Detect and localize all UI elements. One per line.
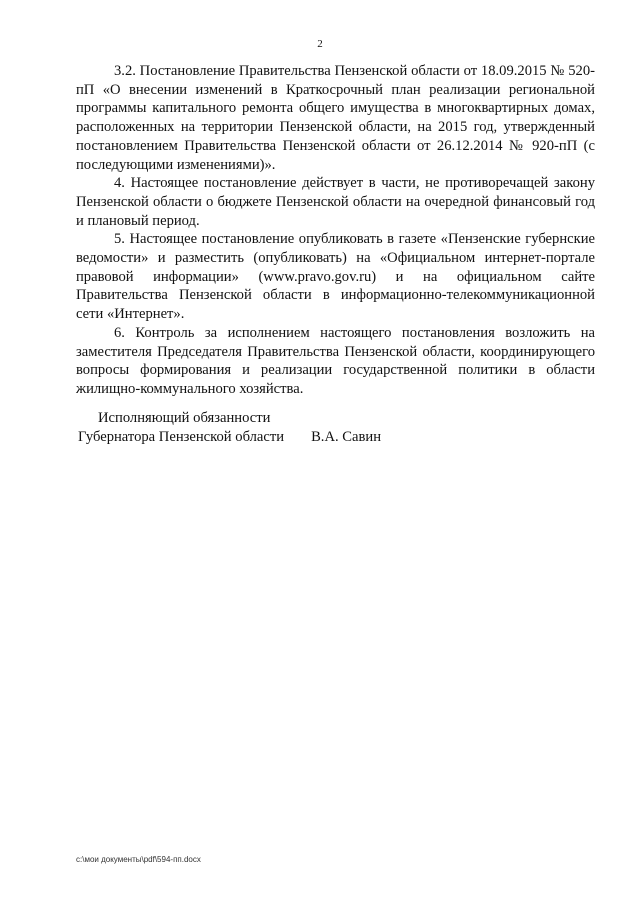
paragraph-4: 4. Настоящее постановление действует в части, не противоречащей закону Пензенской области о бюджете Пензенской области на очередной финансовый год и плановый период. xyxy=(76,175,595,229)
signatory-position-row xyxy=(78,428,498,447)
signatory-position-line-2: Губернатора Пензенской области xyxy=(78,429,285,445)
signature-block xyxy=(78,409,498,447)
footer-file-path: c:\мои документы\pdf\594-пп.docx xyxy=(76,855,201,864)
paragraph-5: 5. Настоящее постановление опубликовать в газете «Пензенские губернские ведомости» и разместить (опубликовать) на «Официальном интернет-портале правовой информации» (www.pravo.gov.ru) и на официальном сайте Правительства Пензенской области в информационно-телекоммуникационной сети «Интернет». xyxy=(76,231,595,323)
signatory-name: В.А. Савин xyxy=(311,429,382,445)
document-body xyxy=(76,62,595,399)
paragraph-6: 6. Контроль за исполнением настоящего постановления возложить на заместителя Председателя Правительства Пензенской области, координирующего вопросы формирования и реализации государственной политики в области жилищно-коммунального хозяйства. xyxy=(76,324,595,397)
page-number: 2 xyxy=(317,38,323,50)
paragraph-3-2: 3.2. Постановление Правительства Пензенской области от 18.09.2015 № 520-пП «О внесении изменений в Краткосрочный план реализации региональной программы капитального ремонта общего имущества в многоквартирных домах, расположенных на территории Пензенской области, на 2015 год, утвержденный постановлением Правительства Пензенской области от 26.12.2014 № 920-пП (с последующими изменениями)». xyxy=(76,63,595,173)
signatory-position-line-1: Исполняющий обязанности xyxy=(98,410,271,426)
